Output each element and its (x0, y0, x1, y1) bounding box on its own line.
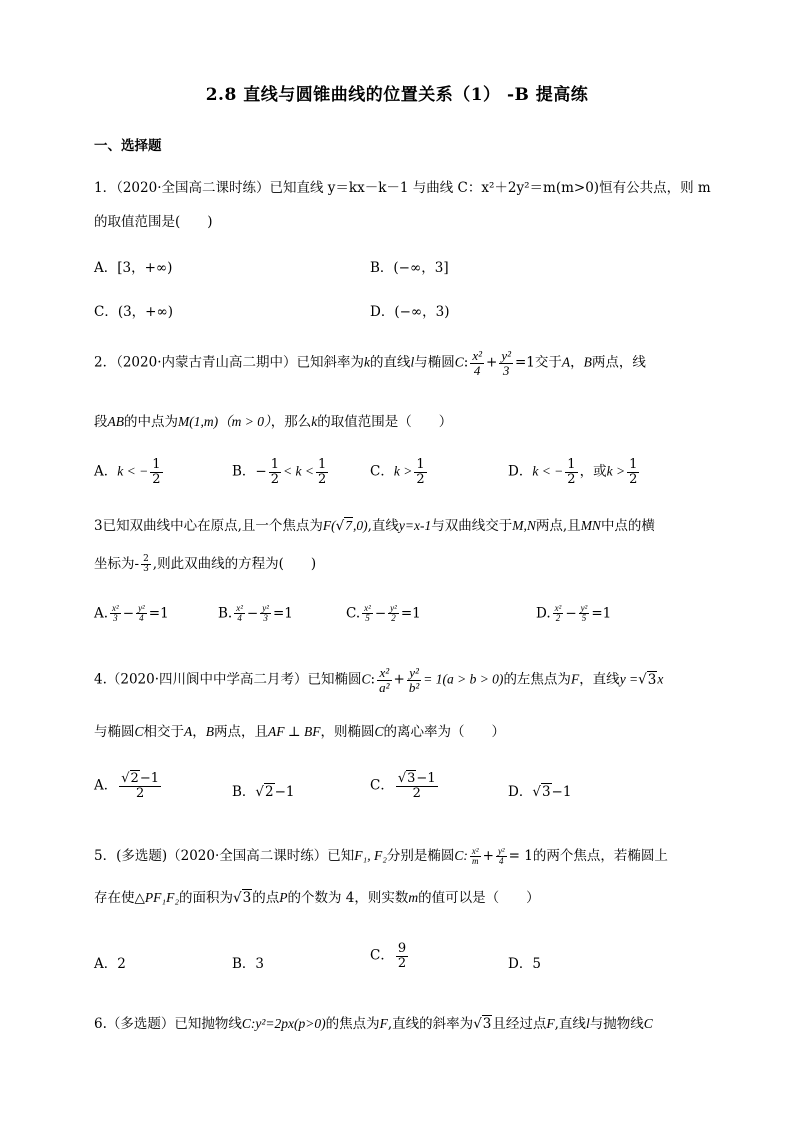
fraction: $\frac{\text{x²}}{4}$ (236, 603, 243, 624)
fraction: $\frac{\text{y²}}{2}$ (390, 603, 397, 624)
fraction: $\frac{\text{x²}}{\text{a²}}$ (379, 665, 390, 695)
q1-stem-line1: 1．（2020·全国高二课时练）已知直线 y＝kx－k－1 与曲线 C：x²＋2y²＝m(m>0)恒有公共点，则 m (94, 180, 711, 196)
fraction: $\frac{1}{2}$ (317, 457, 327, 487)
fraction: $\frac{\text{x²}}{3}$ (112, 603, 119, 624)
q5-stem-line2: 存在使△PF₁F₂的面积为√3的点P的个数为 4，则实数m的值可以是（ ） (94, 890, 540, 906)
fraction: $\frac{\text{y²}}{4}$ (138, 603, 145, 624)
q1-option-b: B．(−∞，3] (370, 260, 449, 276)
fraction: $\frac{√3-1}{2}$ (397, 771, 436, 801)
fraction: $\frac{\text{y²}}{\text{b²}}$ (408, 665, 420, 695)
fraction: $\frac{√2-1}{2}$ (121, 771, 159, 801)
fraction: $\frac{1}{2}$ (416, 457, 425, 487)
fraction: $\frac{\text{y²}}{3}$ (262, 603, 269, 624)
fraction: $\frac{\text{y²}}{5}$ (580, 603, 588, 624)
q5-option-b: B．3 (232, 956, 265, 972)
q3-stem-line1: 3已知双曲线中心在原点,且一个焦点为F(√7,0),直线y=x-1与双曲线交于M,N两点,且MN中点的横 (94, 518, 655, 534)
q5-stem-line1: 5．(多选题)（2020·全国高二课时练）已知F₁, F₂分别是椭圆C: $\frac{\text{x²}}{m}$ + $\frac{\text{y²}}{4}$ = 1的两个焦点，若椭圆上 (94, 845, 668, 866)
q4-option-b: B．√2−1 (232, 784, 295, 800)
q3-option-a: A. $\frac{\text{x²}}{3}$ − $\frac{\text{y²}}{4}$ =1 (94, 603, 169, 624)
q3-option-b: B. $\frac{\text{x²}}{4}$ − $\frac{\text{y²}}{3}$ =1 (218, 603, 293, 624)
q4-option-a: A． $\frac{√2-1}{2}$ (94, 771, 159, 801)
q3-option-c: C. $\frac{\text{x²}}{5}$ − $\frac{\text{y²}}{2}$ =1 (346, 603, 421, 624)
fraction: $\frac{1}{2}$ (152, 457, 161, 487)
fraction: $\frac{\text{x²}}{m}$ (471, 845, 479, 866)
q6-stem-line1: 6.（多选题）已知抛物线C:y²=2px(p>0)的焦点为F,直线的斜率为√3且经过点F,直线l与抛物线C (94, 1016, 653, 1032)
q2-option-d: D．k < − $\frac{1}{2}$ ，或k > $\frac{1}{2}$ (508, 457, 638, 487)
fraction: $\frac{9}{2}$ (397, 941, 407, 971)
fraction: $\frac{\text{x²}}{2}$ (554, 603, 562, 624)
fraction: $\frac{1}{2}$ (270, 457, 280, 487)
q4-stem-line2: 与椭圆C相交于A，B两点，且AF ⊥ BF，则椭圆C的离心率为（ ） (94, 724, 505, 740)
fraction: $\frac{\text{y²}}{3}$ (501, 348, 511, 378)
q2-stem-line1: 2．（2020·内蒙古青山高二期中）已知斜率为k的直线l与椭圆C: $\frac{\text{x²}}{4}$ + $\frac{\text{y²}}{3}$ =1交于A，B两点，线 (94, 348, 646, 378)
fraction: $\frac{2}{3}$ (143, 553, 149, 574)
q5-option-c: C． $\frac{9}{2}$ (370, 941, 407, 971)
section-heading: 一、选择题 (94, 138, 162, 154)
q3-option-d: D. $\frac{\text{x²}}{2}$ − $\frac{\text{y²}}{5}$ =1 (536, 603, 612, 624)
q2-option-c: C．k > $\frac{1}{2}$ (370, 457, 425, 487)
fraction: $\frac{\text{x²}}{5}$ (364, 603, 371, 624)
q1-option-d: D．(−∞，3) (370, 304, 450, 320)
q1-option-a: A．[3，+∞) (94, 260, 173, 276)
q1-option-c: C．(3，+∞) (94, 304, 174, 320)
q5-option-a: A．2 (94, 956, 126, 972)
fraction: $\frac{\text{x²}}{4}$ (472, 348, 483, 378)
q4-option-d: D．√3−1 (508, 784, 572, 800)
q5-option-d: D．5 (508, 956, 541, 972)
q2-option-a: A．k < − $\frac{1}{2}$ (94, 457, 161, 487)
fraction: $\frac{1}{2}$ (567, 457, 576, 487)
q4-stem-line1: 4.（2020·四川阆中中学高二月考）已知椭圆C: $\frac{\text{x²}}{\text{a²}}$ + $\frac{\text{y²}}{\text{b²}}$ = 1(a > b > 0)的左焦点为F，直线y =√3x (94, 665, 664, 695)
page-title: 2.8 直线与圆锥曲线的位置关系（1） -B 提高练 (205, 85, 589, 105)
fraction: $\frac{1}{2}$ (629, 457, 638, 487)
q3-stem-line2: 坐标为- $\frac{2}{3}$ ,则此双曲线的方程为( ) (94, 553, 317, 574)
q4-option-c: C． $\frac{√3-1}{2}$ (370, 771, 436, 801)
fraction: $\frac{\text{y²}}{4}$ (497, 845, 505, 866)
q2-option-b: B．− $\frac{1}{2}$ < k < $\frac{1}{2}$ (232, 457, 327, 487)
q1-stem-line2: 的取值范围是( ) (94, 214, 213, 230)
q2-stem-line2: 段AB的中点为M(1,m)（m > 0），那么k的取值范围是（ ） (94, 414, 453, 430)
